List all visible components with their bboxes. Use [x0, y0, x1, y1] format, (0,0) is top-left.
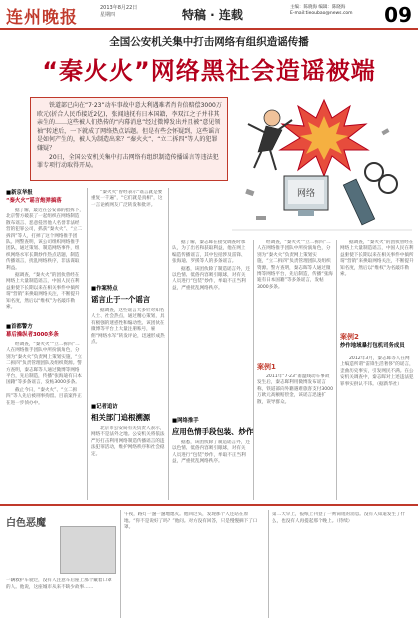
article-column: [6, 208, 84, 320]
article-column: [340, 240, 414, 328]
article-column: [6, 342, 84, 500]
date-line: 2013年8月22日: [100, 5, 138, 11]
weekday-line: 星期四: [100, 12, 116, 18]
body-paragraph: 截止今日，“秦火火”、“立二拆四”等人先后被刑事拘留。目前案件正在进一步侦办中。: [6, 387, 82, 406]
section-title: 谣言止于一个谣言: [91, 295, 151, 304]
column-rule: [336, 240, 337, 500]
body-paragraph: 据调查，“秦火火”的团伙曾经在网络上大量制造谣言，中国人民在利益驱使下长期以来在相关事件中搞所谓“营销”来换取网络关注，不断提升知名度，然后以“维权”为名敲诈勒索。: [340, 240, 414, 278]
article-column: [91, 308, 165, 398]
lead-box: [30, 97, 228, 181]
serial-text: 第二天早上，报纸上刊登了一则简短的消息。没有人知道发生了什么，也没有人再提起那个晚上。（待续）: [272, 512, 406, 524]
editor-credit: [290, 5, 353, 17]
section-title: 应用色情手段包装、炒作: [172, 427, 254, 436]
newspaper-logo: 连州晚报: [6, 8, 78, 28]
issue-date: [100, 5, 137, 19]
body-paragraph: 据调查，这些谣言大多针对知名人士、社会热点，通过精心策划，具有极强的迷惑性和煽动性。该团伙在微博等平台上大量注册账号，雇佣“网络水军”转发评论，迅速形成热点。: [91, 308, 165, 346]
page-number: 09: [384, 3, 412, 27]
section-marker: ■记者追访: [91, 404, 118, 410]
section-marker: ■首都警方: [6, 324, 33, 330]
body-paragraph: 据悉，该团伙除了制造谣言外，还以色情、低俗内容吸引眼球，对有关人员进行“包装”炒作，牟取不正当利益，严重扰乱网络秩序。: [172, 440, 250, 465]
section-title: 相关部门追根溯源: [91, 413, 151, 422]
section-divider: [0, 504, 418, 506]
body-paragraph: 北京市公安局有关负责人表示，网络不是法外之地。公安机关将依法严厉打击利用网络制造传播谣言的违法犯罪活动，维护网络秩序和社会稳定。: [91, 426, 165, 457]
section-title: “秦火火”谣言炮弹搞落: [6, 198, 62, 204]
editor-names: 主编：陈晓海 编辑：陈晓海: [290, 5, 346, 10]
section-title: 特稿 · 连载: [182, 8, 243, 22]
article-headline: “秦火火”网络黑社会造谣被端: [42, 57, 376, 85]
monitor-label: 网络: [296, 189, 316, 199]
case-label: 案例2: [340, 333, 359, 341]
article-column: [172, 240, 250, 410]
lead-text: [37, 102, 223, 171]
body-paragraph: 据悉，该团伙除了制造谣言外，还以色情、低俗内容吸引眼球，对有关人员进行“包装”炒作，牟取不正当利益，严重扰乱网络秩序。: [172, 266, 250, 291]
article-column: [91, 426, 165, 500]
body-paragraph: 据调查，“秦火火”的团伙曾经在网络上大量制造谣言，中国人民在利益驱使下长期以来在相关事件中搞所谓“营销”来换取网络关注，不断提升知名度，然后以“维权”为名敲诈勒索。: [6, 273, 80, 311]
article-kicker: 全国公安机关集中打击网络有组织造谣传播: [109, 36, 309, 48]
lead-paragraph: 铁道部已向在“7·23”动车事故中意大利遇难者肖肯倍赔偿3000万欧元(折合人民币接近2亿)，张闻迪抚有日本国籍，李双江之子并非其亲生的……这些被人们热传的“内幕消息”经过微博发出并且被“意见领袖”转述后，一下就成了网络热点话题。但是有些会怀疑到，这些谣言是如何产生的，被人为制造出来？“秦火火”、“立二拆四”等人的犯罪嫌疑？: [37, 102, 222, 152]
serial-text: 一辆救护车驶过，没有人注意车后座上那个戴着口罩的人。他说，这座城市从来不缺少故事……: [6, 578, 112, 590]
article-column: [340, 356, 414, 500]
column-rule: [253, 240, 254, 500]
serial-title: 白色恶魔: [6, 518, 46, 529]
body-paragraph: 经调查，“秦火火”“立二拆四”二人在网络推手团队中所扮演角色，分别为“秦火火”负责网上策划实施，“立二拆四”负责管理团队及组织资源。警方查明，秦志晖等人通过微博等网络平台，先后制造，传播“张海迪有日本国籍”等多条谣言，发帖3000多条。: [257, 240, 333, 290]
serial-illustration: [60, 526, 116, 574]
body-paragraph: 2012年3月，秦志晖等人在网上编造所谓“雷锋生活奢侈”的谣言，歪曲历史事实，引发网民不满。在公安机关调查中，秦志晖对上述违法犯罪事实供认不讳。（据新华社）: [340, 356, 414, 387]
column-rule: [87, 188, 88, 500]
serial-text: 午夜，路灯一盏一盏地熄灭。他回过头，发现那个人还站在原地。“你不是说好了吗？”他问。对方没有回答，只是慢慢摘下了口罩。: [124, 512, 258, 531]
body-paragraph: 据了解，秦志晖在接受调查时承认，为了出名和获取利益，他在网上编造传播谣言，其中包括涉及雷锋、张海迪、罗援等人的多条谣言。: [172, 240, 246, 265]
case-label: 案例1: [257, 363, 276, 371]
body-paragraph: 经调查，“秦火火”“立二拆四”二人在网络推手团队中所扮演角色，分别为“秦火火”负责网上策划实施，“立二拆四”负责管理团队及组织资源。警方查明，秦志晖等人通过微博等网络平台，先后制造，传播“张海迪有日本国籍”等多条谣言，发帖3000多条。: [6, 342, 83, 386]
editorial-cartoon: [232, 90, 412, 240]
figure-head: [264, 110, 280, 126]
article-column: [257, 240, 333, 358]
article-column: [91, 190, 165, 280]
column-rule: [120, 510, 121, 618]
editor-email: E-mail:tieoubao@news.com: [290, 11, 353, 16]
column-rule: [268, 510, 269, 618]
article-column: [172, 440, 250, 500]
section-marker: ■作案特点: [91, 286, 118, 292]
masthead: [0, 0, 418, 30]
section-marker: ■网络推手: [172, 418, 199, 424]
section-title: 幕后操纵者3000多条: [6, 332, 59, 338]
lead-paragraph-2: 20日，全国公安机关集中打击网络有组织制造传播谣言等违法犯罪专项行动取得开局。: [37, 153, 219, 170]
section-marker: ■新京华报: [6, 190, 33, 196]
body-paragraph: 2011年“7·23”甬温线动车事故发生后，秦志晖利用微博发布谣言称，铁道部向外籍遇难旅客支付3000万欧元高额赔偿金，该谣言迅速扩散，误导群众。: [257, 374, 333, 405]
body-paragraph: “秦火火”曾经表示“谣言就是要重复一千遍”，“它们就是真相”，这一言论被网友广泛转发和批评。: [91, 190, 163, 208]
case-title: 炒作地域暴打包机司务成员: [340, 343, 405, 349]
column-rule: [168, 188, 169, 500]
article-column: [257, 374, 333, 500]
body-paragraph: 据了解，最近在公安部的指挥下，北京警方破获了一起组织在网络制造散布谣言、恶意侵害他人名誉非法经营的犯罪公司，抓获“秦火火”、“立二拆四”等人，打掉了这个网络推手团队。网警查明，该公司组织网络推手团队，通过策划、制造网络事件，组织网络水军长期炒作热点话题，制造传播谣言，扰乱网络秩序，非法谋取利益。: [6, 208, 84, 271]
